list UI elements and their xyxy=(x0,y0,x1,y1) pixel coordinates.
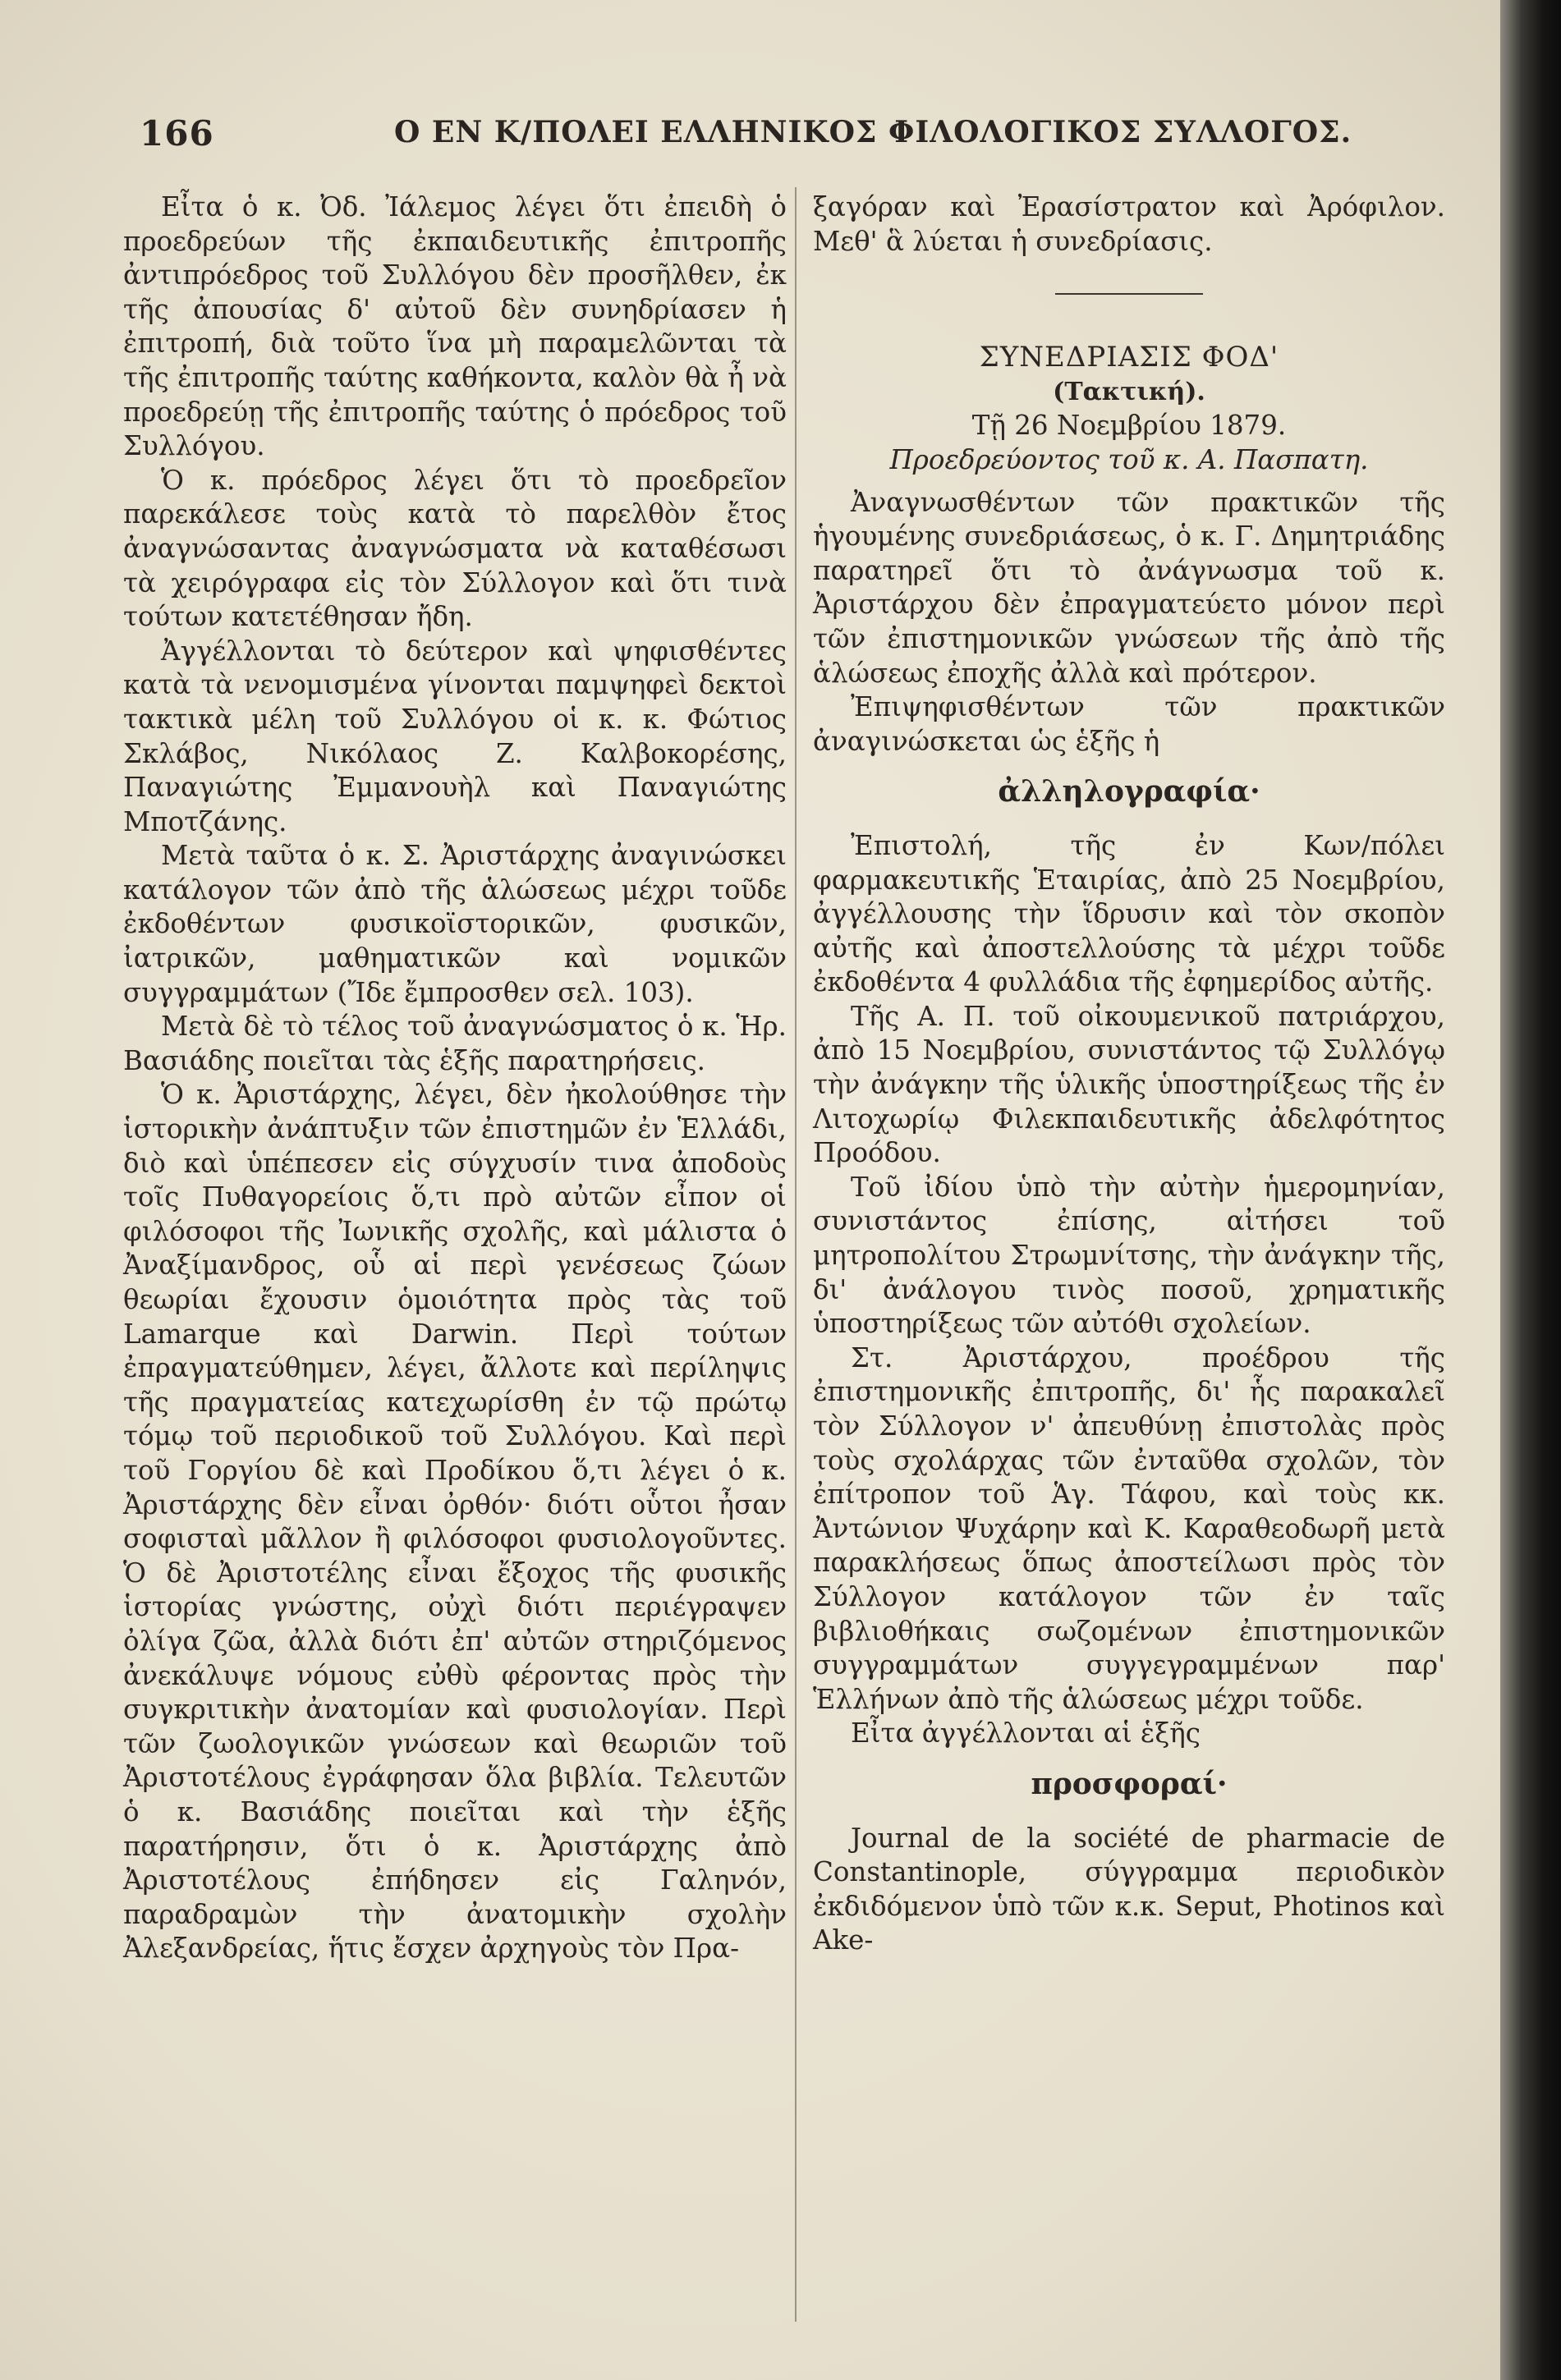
continuation-lines: ξαγόραν καὶ Ἐρασίστρατον καὶ Ἀρόφιλον. Μεθ' ἃ λύεται ἡ συνεδρίασις. xyxy=(813,191,1445,257)
session-type: (Τακτική). xyxy=(1053,377,1205,406)
paragraph-ialemos: Εἶτα ὁ κ. Ὀδ. Ἰάλεμος λέγει ὅτι ἐπειδὴ ὁ προεδρεύων τῆς ἐκπαιδευτικῆς ἐπιτροπῆς ἀντιπρόεδρος τοῦ Συλλόγου δὲν προσῆλθεν, ἐκ τῆς ἀπουσίας δ' αὐτοῦ δὲν συνηδρίασεν ἡ ἐπιτροπή, διὰ τοῦτο ἵνα μὴ παραμελῶνται τὰ τῆς ἐπιτροπῆς ταύτης καθήκοντα, καλὸν θὰ ἦ νὰ προεδρεύῃ τῆς ἐπιτροπῆς ταύτης ὁ πρόεδρος τοῦ Συλλόγου. xyxy=(123,191,787,462)
session-heading: ΣΥΝΕΔΡΙΑΣΙΣ ΦΟΔ' xyxy=(979,341,1279,374)
paragraph-new-members: Ἀγγέλλονται τὸ δεύτερον καὶ ψηφισθέντες κατὰ τὰ νενομισμένα γίνονται παμψηφεὶ δεκτοὶ τακτικὰ μέλη τοῦ Συλλόγου οἱ κ. κ. Φώτιος Σκλάβος, Νικόλαος Ζ. Καλβοκορέσης, Παναγιώτης Ἐμμανουὴλ καὶ Παναγιώτης Μποτζάνης. xyxy=(123,635,787,837)
column-rule xyxy=(795,187,797,2322)
session-chair: Προεδρεύοντος τοῦ κ. Α. Πασπατη. xyxy=(889,443,1369,475)
paragraph-patriarch-letter: Τῆς Α. Π. τοῦ οἰκουμενικοῦ πατριάρχου, ἀπὸ 15 Νοεμβρίου, συνιστάντος τῷ Συλλόγῳ τὴν ἀνάγκην τῆς ὑλικῆς ὑποστηρίξεως τῆς ἐν Λιτοχωρίῳ Φιλεκπαιδευτικῆς ἀδελφότητος Προόδου. xyxy=(813,1000,1445,1169)
journal-title: Ο ΕΝ Κ/ΠΟΛΕΙ ΕΛΛΗΝΙΚΟΣ ΦΙΛΟΛΟΓΙΚΟΣ ΣΥΛΛΟΓΟΣ. xyxy=(394,115,1352,149)
left-column xyxy=(123,190,787,1966)
book-spine-edge xyxy=(1500,0,1561,2380)
page-number: 166 xyxy=(140,113,214,154)
paragraph-aristarchis-catalogue: Μετὰ ταῦτα ὁ κ. Σ. Ἀριστάρχης ἀναγινώσκει κατάλογον τῶν ἀπὸ τῆς ἁλώσεως μέχρι τοῦδε ἐκδοθέντων φυσικοϊστορικῶν, φυσικῶν, ἰατρικῶν, μαθηματικῶν καὶ νομικῶν συγγραμμάτων (Ἴδε ἔμπροσθεν σελ. 103). xyxy=(123,840,787,1008)
section-divider xyxy=(1055,293,1203,295)
paragraph-minutes: Ἀναγνωσθέντων τῶν πρακτικῶν τῆς ἡγουμένης συνεδριάσεως, ὁ κ. Γ. Δημητριάδης παρατηρεῖ ὅτι τὸ ἀνάγνωσμα τοῦ κ. Ἀριστάρχου δὲν ἐπραγματεύετο μόνον περὶ τῶν ἐπιστημονικῶν γνώσεων τῆς ἀπὸ τῆς ἁλώσεως ἐποχῆς ἀλλὰ καὶ πρότερον. xyxy=(813,486,1445,689)
paragraph-journal-offering: Journal de la société de pharmacie de Constantinople, σύγγραμμα περιοδικὸν ἐκδιδόμενον ὑπὸ τῶν κ.κ. Seput, Photinos καὶ Ake- xyxy=(813,1822,1445,1956)
right-column xyxy=(813,190,1445,1958)
paragraph-offerings-intro: Εἶτα ἀγγέλλονται αἱ ἑξῆς xyxy=(851,1717,1201,1749)
paragraph-strumitsa-letter: Τοῦ ἰδίου ὑπὸ τὴν αὐτὴν ἡμερομηνίαν, συνιστάντος ἐπίσης, αἰτήσει τοῦ μητροπολίτου Στρωμνίτσης, τὴν ἀνάγκην τῆς, δι' ἀνάλογου τινὸς ποσοῦ, χρηματικῆς ὑποστηρίξεως τῶν αὐτόθι σχολείων. xyxy=(813,1171,1445,1340)
offerings-heading: προσφοραί· xyxy=(1031,1766,1228,1801)
spacer xyxy=(813,478,1445,486)
correspondence-heading: ἀλληλογραφία· xyxy=(998,774,1260,809)
paragraph-aristarchou-letter: Στ. Ἀριστάρχου, προέδρου τῆς ἐπιστημονικῆς ἐπιτροπῆς, δι' ἧς παρακαλεῖ τὸν Σύλλογον ν' ἀπευθύνῃ ἐπιστολὰς πρὸς τοὺς σχολάρχας τῶν ἐνταῦθα σχολῶν, τὸν ἐπίτροπον τοῦ Ἁγ. Τάφου, καὶ τοὺς κκ. Ἀντώνιον Ψυχάρην καὶ Κ. Καραθεοδωρῆ μετὰ παρακλήσεως ὅπως ἀποστείλωσι πρὸς τὸν Σύλλογον κατάλογον τῶν ἐν ταῖς βιβλιοθήκαις σωζομένων ἐπιστημονικῶν συγγραμμάτων συγγεγραμμένων παρ' Ἑλλήνων ἀπὸ τῆς ἁλώσεως μέχρι τοῦδε. xyxy=(813,1341,1445,1715)
paragraph-pharmacy-letter: Ἐπιστολή, τῆς ἐν Κων/πόλει φαρμακευτικῆς Ἑταιρίας, ἀπὸ 25 Νοεμβρίου, ἀγγέλλουσης τὴν ἵδρυσιν καὶ τὸν σκοπὸν αὐτῆς καὶ ἀποστελλούσης τὰ μέχρι τοῦδε ἐκδοθέντα 4 φυλλάδια τῆς ἐφημερίδος αὐτῆς. xyxy=(813,829,1445,998)
paragraph-president: Ὁ κ. πρόεδρος λέγει ὅτι τὸ προεδρεῖον παρεκάλεσε τοὺς κατὰ τὸ παρελθὸν ἔτος ἀναγνώσαντας ἀναγνώσματα νὰ καταθέσωσι τὰ χειρόγραφα εἰς τὸν Σύλλογον καὶ ὅτι τινὰ τούτων κατετέθησαν ἤδη. xyxy=(123,464,787,633)
session-date: Τῇ 26 Νοεμβρίου 1879. xyxy=(971,410,1287,442)
running-head xyxy=(140,113,1352,163)
paragraph-vasiadis-intro: Μετὰ δὲ τὸ τέλος τοῦ ἀναγνώσματος ὁ κ. Ἡρ. Βασιάδης ποιεῖται τὰς ἑξῆς παρατηρήσεις. xyxy=(123,1011,787,1076)
paragraph-vasiadis-remarks: Ὁ κ. Ἀριστάρχης, λέγει, δὲν ἠκολούθησε τὴν ἱστορικὴν ἀνάπτυξιν τῶν ἐπιστημῶν ἐν Ἑλλάδι, διὸ καὶ ὑπέπεσεν εἰς σύγχυσίν τινα ἀποδοὺς τοῖς Πυθαγορείοις ὅ,τι πρὸ αὐτῶν εἶπον οἱ φιλόσοφοι τῆς Ἰωνικῆς σχολῆς, καὶ μάλιστα ὁ Ἀναξίμανδρος, οὗ αἱ περὶ γενέσεως ζώων θεωρίαι ἔχουσιν ὁμοιότητα πρὸς τὰς τοῦ Lamarque καὶ Darwin. Περὶ τούτων ἐπραγματεύθημεν, λέγει, ἄλλοτε καὶ περίληψις τῆς πραγματείας κατεχωρίσθη ἐν τῷ πρώτῳ τόμῳ τοῦ περιοδικοῦ τοῦ Συλλόγου. Καὶ περὶ τοῦ Γοργίου δὲ καὶ Προδίκου ὅ,τι λέγει ὁ κ. Ἀριστάρχης δὲν εἶναι ὀρθόν· διότι οὗτοι ἦσαν σοφισταὶ μᾶλλον ἢ φιλόσοφοι φυσιολογοῦντες. Ὁ δὲ Ἀριστοτέλης εἶναι ἔξοχος τῆς φυσικῆς ἱστορίας γνώστης, οὐχὶ διότι περιέγραψεν ὀλίγα ζῶα, ἀλλὰ διότι ἐπ' αὐτῶν στηριζόμενος ἀνεκάλυψε νόμους εὐθὺ φέροντας πρὸς τὴν συγκριτικὴν ἀνατομίαν καὶ φυσιολογίαν. Περὶ τῶν ζωολογικῶν γνώσεων καὶ θεωριῶν τοῦ Ἀριστοτέλους ἐγράφησαν ὅλα βιβλία. Τελευτῶν ὁ κ. Βασιάδης ποιεῖται καὶ τὴν ἑξῆς παρατήρησιν, ὅτι ὁ κ. Ἀριστάρχης ἀπὸ Ἀριστοτέλους ἐπήδησεν εἰς Γαληνόν, παραδραμὼν τὴν ἀνατομικὴν σχολὴν Ἀλεξανδρείας, ἥτις ἔσχεν ἀρχηγοὺς τὸν Πρα- xyxy=(123,1079,787,1965)
paragraph-approval: Ἐπιψηφισθέντων τῶν πρακτικῶν ἀναγινώσκεται ὡς ἑξῆς ἡ xyxy=(813,691,1445,757)
